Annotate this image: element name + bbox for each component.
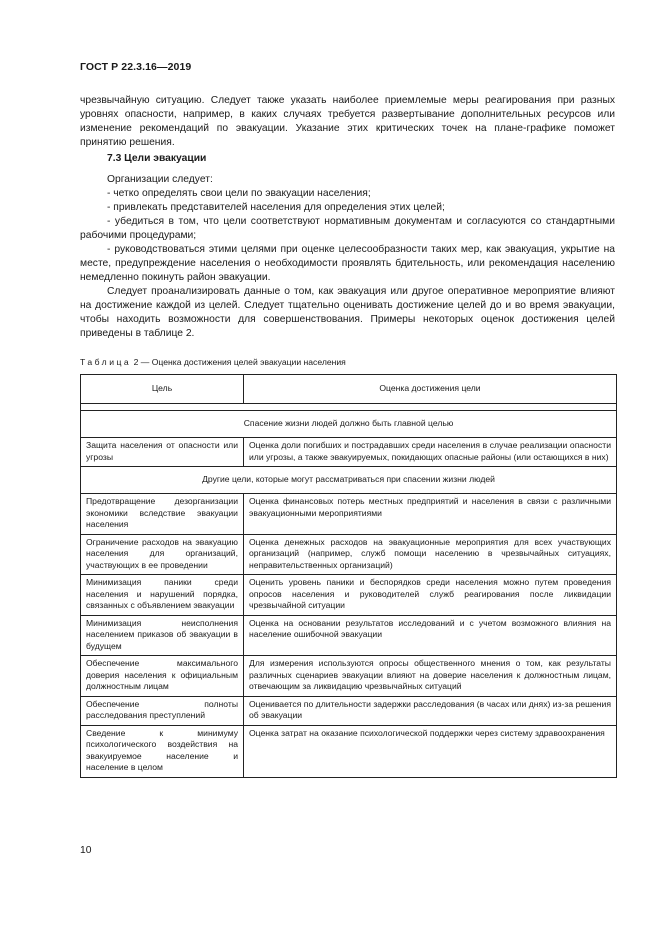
goal-cell: Предотвращение дезорганизации экономики вследствие эвакуации населения	[81, 494, 244, 535]
intro-paragraph: чрезвычайную ситуацию. Следует также указать наиболее приемлемые меры реагирования при разных уровнях опасности, например, в каких случаях требуется развертывание дополнительных ресурсов или изменение рекомендаций по эвакуации. Указание этих критических точек на плане-графике поможет принятию решения.	[80, 95, 615, 148]
table-row	[81, 534, 617, 575]
assessment-cell: Оценка на основании результатов исследований и с учетом возможного влияния на население ошибочной эвакуации	[244, 615, 617, 656]
table-row	[81, 656, 617, 697]
section-title: 7.3 Цели эвакуации	[107, 153, 207, 164]
table-row	[81, 438, 617, 467]
group-row	[81, 467, 617, 494]
group-heading: Спасение жизни людей должно быть главной целью	[81, 411, 617, 438]
table-header-row	[81, 375, 617, 404]
table-row	[81, 615, 617, 656]
list-item: - четко определять свои цели по эвакуации населения;	[107, 188, 371, 199]
goal-cell: Ограничение расходов на эвакуацию населения для организаций, участвующих в ее проведении	[81, 534, 244, 575]
goal-cell: Обеспечение полноты расследования преступлений	[81, 696, 244, 725]
list-item: - убедиться в том, что цели соответствуют нормативным документам и согласуются со стандартными рабочими процедурами;	[80, 216, 615, 241]
goal-cell: Обеспечение максимального доверия населения к официальным должностным лицам	[81, 656, 244, 697]
assessment-cell: Оценка финансовых потерь местных предприятий и населения в связи с различными эвакуационными мероприятиями	[244, 494, 617, 535]
assessment-cell: Оценка денежных расходов на эвакуационные мероприятия для всех участвующих организаций (например, служб помощи населению в чрезвычайных ситуациях, неправительственных организаций)	[244, 534, 617, 575]
page-number: 10	[80, 845, 92, 856]
standard-header: ГОСТ Р 22.3.16—2019	[80, 61, 192, 73]
evacuation-goals-table	[80, 374, 617, 778]
column-header-goal: Цель	[81, 375, 244, 404]
table-spacer	[81, 404, 617, 411]
table-row	[81, 696, 617, 725]
goal-cell: Защита населения от опасности или угрозы	[81, 438, 244, 467]
section-body	[80, 173, 615, 341]
assessment-cell: Оценивается по длительности задержки расследования (в часах или днях) из-за решения об эвакуации	[244, 696, 617, 725]
assessment-cell: Оценить уровень паники и беспорядков среди населения можно путем проведения опросов населения и руководителей служб реагирования после ликвидации чрезвычайной ситуации	[244, 575, 617, 616]
group-row	[81, 411, 617, 438]
goal-cell: Минимизация неисполнения населением приказов об эвакуации в будущем	[81, 615, 244, 656]
table-caption	[80, 357, 346, 367]
closing-paragraph: Следует проанализировать данные о том, как эвакуация или другое оперативное мероприятие влияют на достижение каждой из целей. Следует тщательно оценивать достижение целей до и во время эвакуации, чтобы находить возможности для совершенствования. Примеры некоторых оценок достижения целей приведены в таблице 2.	[80, 286, 615, 339]
assessment-cell: Для измерения используются опросы общественного мнения о том, как результаты различных сценариев эвакуации влияют на доверие населения к должностным лицам, отвечающим за ликвидацию чрезвычайных ситуаций	[244, 656, 617, 697]
table-row	[81, 725, 617, 777]
assessment-cell: Оценка затрат на оказание психологической поддержки через систему здравоохранения	[244, 725, 617, 777]
table-caption-text: 2 — Оценка достижения целей эвакуации населения	[133, 357, 346, 367]
list-item: - привлекать представителей населения для определения этих целей;	[107, 202, 445, 213]
list-item: - руководствоваться этими целями при оценке целесообразности таких мер, как эвакуация, укрытие на месте, предупреждение населения о необходимости проявлять бдительность, или рекомендация населению немедленно покинуть район эвакуации.	[80, 244, 615, 283]
group-heading: Другие цели, которые могут рассматриваться при спасении жизни людей	[81, 467, 617, 494]
section-lead: Организации следует:	[107, 174, 213, 185]
table-caption-label: Таблица	[80, 357, 132, 367]
assessment-cell: Оценка доли погибших и пострадавших среди населения в случае реализации опасности или угрозы, а также эвакуируемых, покидающих опасные районы (или остающихся в них)	[244, 438, 617, 467]
goal-cell: Сведение к минимуму психологического воздействия на эвакуируемое население и население в целом	[81, 725, 244, 777]
goal-cell: Минимизация паники среди населения и нарушений порядка, связанных с объявлением эвакуации	[81, 575, 244, 616]
table-row	[81, 575, 617, 616]
table-row	[81, 494, 617, 535]
column-header-assessment: Оценка достижения цели	[244, 375, 617, 404]
